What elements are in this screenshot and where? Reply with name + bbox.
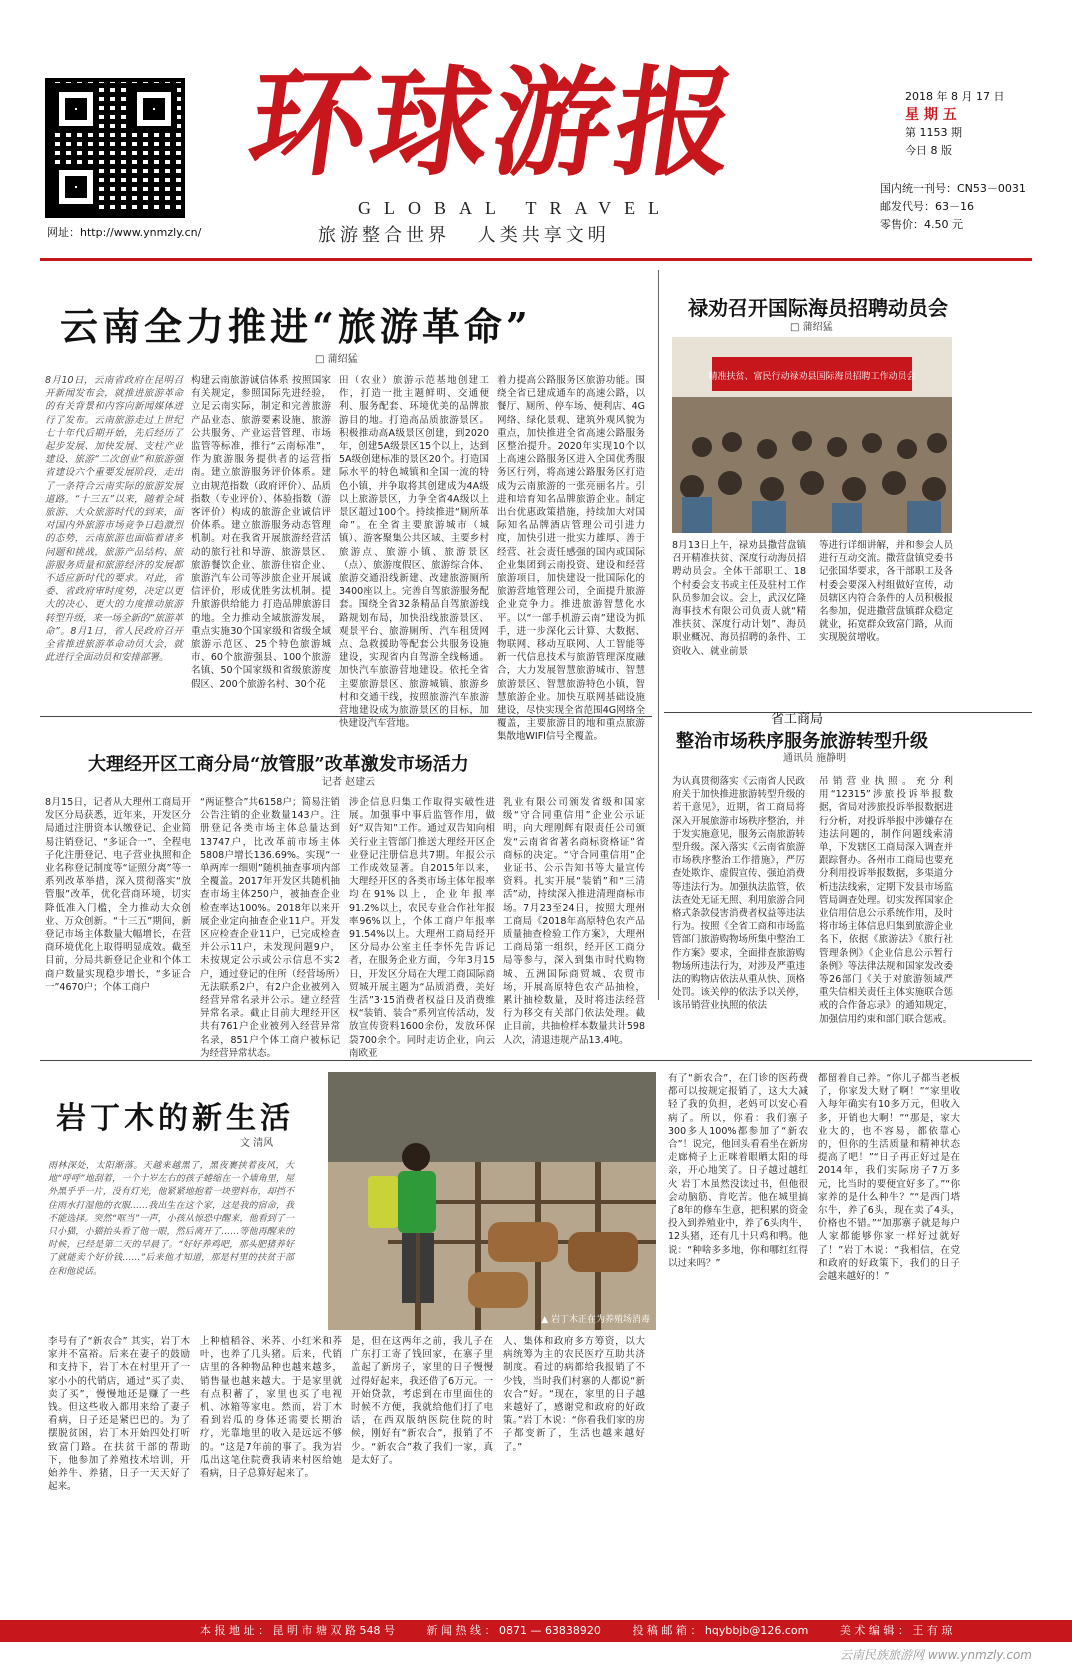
story-column-6: 都留着自己养。“你儿子都当老板了，你家发大财了啊！”“家里收入每年确实有10多万元，但收入多，开销也大啊！”“那是，家大业大的，也不容易，都依靠心的，但你的生活质量和精神状态提高了吧！”“日子再正好过是在2014年，我们实际房子7万多元，比当时的要便宜好多了。”“你家养的是什么种牛？”“是西门塔尔牛，养了6头，现在卖了4头，价格也不错。”“加那寨子就是每户人家都能够你家一样好过就好了！”岩丁木说：“我相信，在党和政府的好政策下，我们的日子会越来越好的！” [818,1073,960,1283]
market-kicker: 省工商局 [771,712,824,727]
story-column-4: 人、集体和政府多方筹资，以大病统筹为主的农民医疗互助共济制度。看过的病都给我报销了不少钱，当时我们村寨的人都说“新农合”好。“现在，家里的日子越来越好了，感谢党和政府的好政策。”岩丁木说：“你看我们家的房子都变新了，生活也越来越好了。” [503,1336,645,1453]
publication-info [880,180,1026,234]
masthead-divider [40,258,1032,261]
footer-bar [0,1620,1072,1642]
column-rule [658,270,659,1000]
cn-number: 国内统一刊号：CN53－0031 [880,182,1026,195]
qr-code [45,78,185,218]
market-column-2: 吊销营业执照。充分利用“12315”涉旅投诉举报数据，省局对涉旅投诉举报数据进行分析，对投诉举报中涉嫌存在违法问题的，制作问题线索清单，下发辖区工商局深入调查并跟踪督办。各州市工商局也要充分利用投诉举报数据，多渠道分析违法线索，定期下发县市场监管局调查处理。切实发挥国家企业信用信息公示系统作用，及时将市场主体信息归集到旅游企业名下，依据《旅游法》《旅行社管理条例》《企业信息公示暂行条例》等法律法规和国家发改委等26部门《关于对旅游领域严重失信相关责任主体实施联合惩戒的合作备忘录》的通知规定，加强信用约束和部门联合惩戒。 [819,776,953,1025]
market-column-1: 为认真贯彻落实《云南省人民政府关于加快推进旅游转型升级的若干意见》，近期，省工商局将深入开展旅游市场秩序整治，并于发实施意见，服务云南旅游转型升级。深入落实《云南省旅游市场秩序整治工作措施》，严厉查处欺诈、虚假宣传、强迫消费等违法行为。加强执法监管，依法查处无证无照、利用旅游合同格式条款侵害消费者权益等违法行为。按照《全省工商和市场监管部门旅游购物场所集中整治工作方案》要求，全面排查旅游购物场所违法行为，对涉及严重违法的购物店依法从重从快、顶格处罚。该关停的依法予以关停，该吊销营业执照的依法 [672,776,806,1012]
postal-code: 邮发代号：63－16 [880,200,974,213]
lead-column-4: 着力提高公路服务区旅游功能。围绕全省已建成通车的高速公路，以餐厅、厕所、停车场、便利店、4G网络、绿化景观、建筑外观风貌为重点，加快推进全省高速公路服务区整治提升。2020年实现10个以上高速公路服务区进入全国优秀服务区行列，将高速公路服务区打造成为云南旅游的一张亮丽名片。引进和培育知名品牌旅游企业。制定出台优惠政策措施，持续加大对国际知名品牌酒店管理公司引进力度，加快引进一批实力雄厚、善于经营、社会责任感强的国内或国际企业集团到云南投资、建设和经营旅游项目，加快建设一批国际化的旅游营地管理公司，全面提升旅游企业竞争力。推进旅游智慧化水平。以“一部手机游云南”建设为抓手，进一步深化云计算、大数据、物联网、移动互联网、人工智能等新一代信息技术与旅游管理深度融合，大力发展智慧旅游城市、智慧旅游景区、智慧旅游特色小镇，智慧旅游企业。加快互联网基础设施建设，尽快实现全省范围4G网络全覆盖，主要旅游目的地和重点旅游集散地WIFI信号全覆盖。 [497,375,645,743]
banner-text: 精准扶贫、富民行动禄劝县国际海员招聘工作动员会 [708,372,916,382]
dali-column-2: “两证整合”共6158户；简易注销公告注销的企业数量143户。注册登记各类市场主体总量达到13747户，比改革前市场主体5808户增长136.69%。实现“一单两库一细则”随机抽查事项内部全覆盖。2017年开发区共随机抽查市场主体250户，被抽查企业检查率达100%。2018年以来开展企业定向抽查企业11户。开发区应检查企业11户，已完成检查并公示11户，未发现问题9户，未按规定公示或公示信息不实2户，通过登记的住所（经营场所）无法联系2户，有2户企业被列入经营异常名录并公示。建立经营异常名录。截止目前大理经开区共有761户企业被列入经营异常名录，851户个体工商户被标记为经营异常状态。 [200,797,340,1059]
lead-column-2: 构建云南旅游诚信体系 按照国家有关规定，参照国际先进经验，立足云南实际，制定和完善旅游产品业态、旅游要素设施、旅游公共服务、产业运营管理、市场监管等标准，推行“云南标准”，作为旅游服务提供者的运营指南。建立旅游服务评价体系。建立由规范指数（政府评价）、品质指数（专业评价）、体验指数（游客评价）构成的旅游企业诚信评价体系。建立旅游服务动态管理机制。对在我省开展旅游经营活动的旅行社和导游、旅游景区、旅游餐饮企业、旅游住宿企业、旅游汽车公司等涉旅企业开展诚信评价，形成优胜劣汰机制。提升旅游供给能力 打造品牌旅游目的地。全力推动全域旅游发展，重点实施30个国家级和省级全域旅游示范区、25个特色旅游城市、60个旅游强县、100个旅游名镇、50个国家级和省级旅游度假区、200个旅游名村、30个花 [191,375,331,690]
price: 零售价：4.50 元 [880,218,963,231]
recruit-byline: □ 蒲绍猛 [790,322,833,333]
dali-column-1: 8月15日，记者从大理州工商局开发区分局获悉，近年来，开发区分局通过注册资本认缴登记、企业简易注销登记、“多证合一”、全程电子化注册登记、电子营业执照和企业名称登记制度等“证照分离”等一系列改革举措，深入贯彻落实“放管服”改革，优化营商环境，切实降低准入门槛，全力推动大众创业、万众创新。“十三五”期间，新登记市场主体数量大幅增长，在营商环境优化上取得明显成效。截至目前，分局共新登记企业和个体工商户数量实现稳步增长，“多证合一”4670户；个体工商户 [45,797,191,993]
section-divider [40,1060,1032,1061]
dali-headline: 大理经开区工商分局“放管服”改革激发市场活力 [88,754,469,775]
english-title: GLOBAL TRAVEL [358,198,673,218]
lead-byline: □ 蒲绍猛 [315,354,358,365]
market-byline: 通讯员 施静明 [783,753,847,764]
recruit-column-2: 等进行详细讲解，并和参会人员进行互动交流。撒营盘镇党委书记张国华要求，各干部职工及各村委会要深入村组做好宣传，动员辖区内符合条件的人员积极报名参加，促进撒营盘镇群众稳定就业，拓宽群众致富门路，从而实现脱贫增收。 [819,540,953,644]
story-column-2: 上种植稻谷、米荞、小红米和荞叶，也养了几头猪。后来，代销店里的各种物品种也越来越多，销售量也越来越大。于是家里就有点积蓄了，家里也买了电视机、冰箱等家电。然而，岩丁木看到岩瓜的身体还需要长期治疗，光靠地里的收入是远远不够的。“这是7年前的事了。我为岩瓜出这笔住院费我请来村医给她看病，日子总算好起来了。 [200,1336,342,1480]
lead-headline: 云南全力推进“旅游革命” [60,304,532,349]
dali-byline: 记者 赵建云 [322,777,376,788]
recruit-photo [672,337,952,533]
dali-column-3: 涉企信息归集工作取得实破性进展。加强事中事后监管作用，做好“双告知”工作。通过双告知向相关行业主管部门推送大理经开区企业登记注册信息共7期。年报公示工作成效显著。自2015年以来，大理经开区的各类市场主体年报率均在91%以上，企业年报率91.2%以上，农民专业合作社年报率96%以上，个体工商户年报率91.54%以上。大理州工商局经开区分局办公室主任李怀先告诉记者，在服务企业方面，今年3月15日，开发区分局在大理工商国际商贸城开展主题为“品质消费，美好生活”3·15消费者权益日及消费维权“装销、装合”系列宣传活动，发放宣传资料1600余份，发放环保袋700余个。同时走访企业，向云南欧亚 [349,797,495,1059]
market-headline: 整治市场秩序服务旅游转型升级 [676,731,928,752]
footer-address: 本 报 地 址 ： 昆 明 市 塘 双 路 548 号 [200,1624,395,1637]
footer-hotline: 新 闻 热 线 ： 0871 — 63838920 [426,1624,601,1637]
recruit-headline: 禄劝召开国际海员招聘动员会 [688,296,948,320]
recruit-column-1: 8月13日上午，禄劝县撒营盘镇召开精准扶贫、深度行动海员招聘动员会。全体干部职工、18个村委会支书或主任及驻村工作队员参加会议。会上，武汉亿隆海事技术有限公司负责人就“精准扶贫、深度行动计划”、海员职业概况、海员招聘的条件、工资收入、就业前景 [672,540,806,657]
weekday: 星 期 五 [905,107,957,123]
footer-email: 投 稿 邮 箱 ： hqybbjb@126.com [632,1624,809,1637]
story-photo-caption: ▲ 岩丁木正在为养殖场消毒 [541,1315,650,1325]
newspaper-masthead: 环球游报 [240,53,748,192]
lead-column-3: 田（农业）旅游示范基地创建工作，打造一批主题鲜明、交通便利、服务配套、环境优美的品牌旅游目的地。打造高品质旅游景区。积极推动高A级景区创建，到2020年，创建5A级景区15个以上，达到5A级创建标准的景区20个。打造国际水平的特色城镇和全国一流的特色小镇，并争取将其创建成为4A级以上旅游景区，力争全省4A级以上景区超过100个。持续推进“厕所革命”。在全省主要旅游城市（城镇）、游客聚集公共区域、主要乡村旅游点、旅游小镇、旅游景区（点）、旅游度假区、旅游综合体、旅游交通沿线新建、改建旅游厕所3400座以上。完善自驾旅游服务配套。围绕全省32条精品自驾旅游线路规划布局，加快沿线旅游景区、观景平台、旅游厕所、汽车租赁网点、急救援助等配套公共服务设施建设，实现省内自驾游全线畅通。加快汽车旅游营地建设。依托全省主要旅游景区、旅游城镇、旅游乡村和交通干线，按照旅游汽车旅游营地建设成为旅游景区的目标，加快建设汽车营地。 [339,375,489,730]
watermark: 云南民族旅游网 www.ynmzly.com [840,1648,1032,1662]
issue-date: 2018 年 8 月 17 日 [905,90,1005,103]
lead-column-1: 8月10日，云南省政府在昆明召开新闻发布会，就推进旅游革命的有关背景和内容向新闻媒体进行了发布。云南旅游走过上世纪七十年代后期开始，先后经历了起步发展、加快发展、支柱产业建设、旅游“二次创业”和旅游强省建设六个重要发展阶段，走出了一条符合云南实际的旅游发展道路。“十三五”以来，随着全域旅游、大众旅游时代的到来，面对国内外旅游市场竞争日趋激烈的态势，云南旅游也面临着诸多问题和挑战，旅游产品结构、旅游服务质量和旅游经济的发展都不适应新时代的要求。对此，省委、省政府审时度势，决定以更大的决心、更大的力度推动旅游转型升级，来一场全新的“旅游革命”。8月1日，省人民政府召开全省推进旅游革命动员大会，就此进行全面动员和安排部署。 [45,375,183,664]
website-url: 网址：http://www.ynmzly.cn/ [47,226,202,239]
story-column-5: 有了“新农合”，在门诊的医药费都可以按规定报销了，这大大减轻了我的负担，老妈可以安心看病了。所以，你看：我们寨子300多人100%都参加了“新农合”！说完，他回头看看坐在新房走廊椅子上正咪着眼晒太阳的母亲，开心地笑了。日子越过越红火 岩丁木虽然没读过书，但他很会动脑筋、肯吃苦。他在城里搞了8年的修车生意，把积累的资金投入到养殖业中，养了6头肉牛，12头猪，还有几十只鸡和鸭。他说：“种啥多多地，你和哪红红得以过来吗？” [668,1073,808,1269]
section-divider [40,716,652,717]
date-block [905,88,1004,160]
slogan: 旅游整合世界 人类共享文明 [318,225,610,246]
dali-column-4: 乳业有限公司颁发省级和国家级“守合同重信用”企业公示证明，向大理刚辉有限责任公司颁发“云南省省著名商标资格证”省商标的决定。“守合同重信用”企业证书、公示告知书等大量宣传资料。扎实开展“装销”和“三清活”动，持续深入推进清理商标市场。7月23至24日，按照大理州工商局《2018年高原特色农产品质量抽查检验工作方案》，大理州工商局第一组织，经开区工商分局等参与，深入到集市时代购物城、五洲国际商贸城、农贸市场，开展高原特色农产品抽检，累计抽检数量，及时将违法经营行为移交有关部门依法处理。截止目前，共抽检样本数量共计598人次，清退违规产品13.4吨。 [503,797,645,1046]
page-count: 今日 8 版 [905,144,952,157]
story-poem: 雨林深处，太阳渐落。天越来越黑了，黑夜裹挟着夜风，大地“呼呼”地刮着，一个十岁左右的孩子蜷缩在一个墙角里，屋外黑乎乎一片，没有灯光，他紧紧地抱着一块塑料布，却挡不住雨水打湿他的衣服……我出生在这个家，这是我的宿命，我不能选择。突然“哐当”一声，小孩从惊恐中醒来，他看到了一只小猫，小猫抬头看了他一眼，然后离开了……等他再醒来的时候，已经是第二天的早晨了。“好好养鸡吧，那头肥猪养好了就能卖个好价钱……”后来他才知道，那是村里的扶贫干部在和他说话。 [48,1161,294,1277]
section-divider [664,712,1032,713]
footer-editor: 美 术 编 辑 ： 王 有 琼 [839,1624,953,1637]
story-byline: 文 清风 [240,1138,274,1149]
story-photo [328,1072,656,1330]
story-headline: 岩丁木的新生活 [56,1101,294,1136]
issue-number: 第 1153 期 [905,126,962,139]
story-column-1: 李号有了“新农合” 其实，岩丁木家并不富裕。后来在妻子的鼓励和支持下，岩丁木在村里开了一家小小的代销店，通过“买了卖、卖了买”，慢慢地还是赚了一些钱。但这些收入都用来给了妻子看病，日子还是紧巴巴的。为了摆脱贫困，岩丁木开始四处打听致富门路。在扶贫干部的帮助下，他参加了养殖技术培训，开始养牛、养猪，日子一天天好了起来。 [48,1336,190,1493]
story-column-3: 是，但在这两年之前，我儿子在广东打工寄了钱回家，在寨子里盖起了新房子，家里的日子慢慢过得好起来，我还借了6万元。一开始贷款，考虑到在市里面住的时候不方便，我就给他们打了电话，在西双版纳医院住院的时候，刚好有“新农合”，报销了不少。“新农合”救了我们一家，真是太好了。 [351,1336,493,1466]
